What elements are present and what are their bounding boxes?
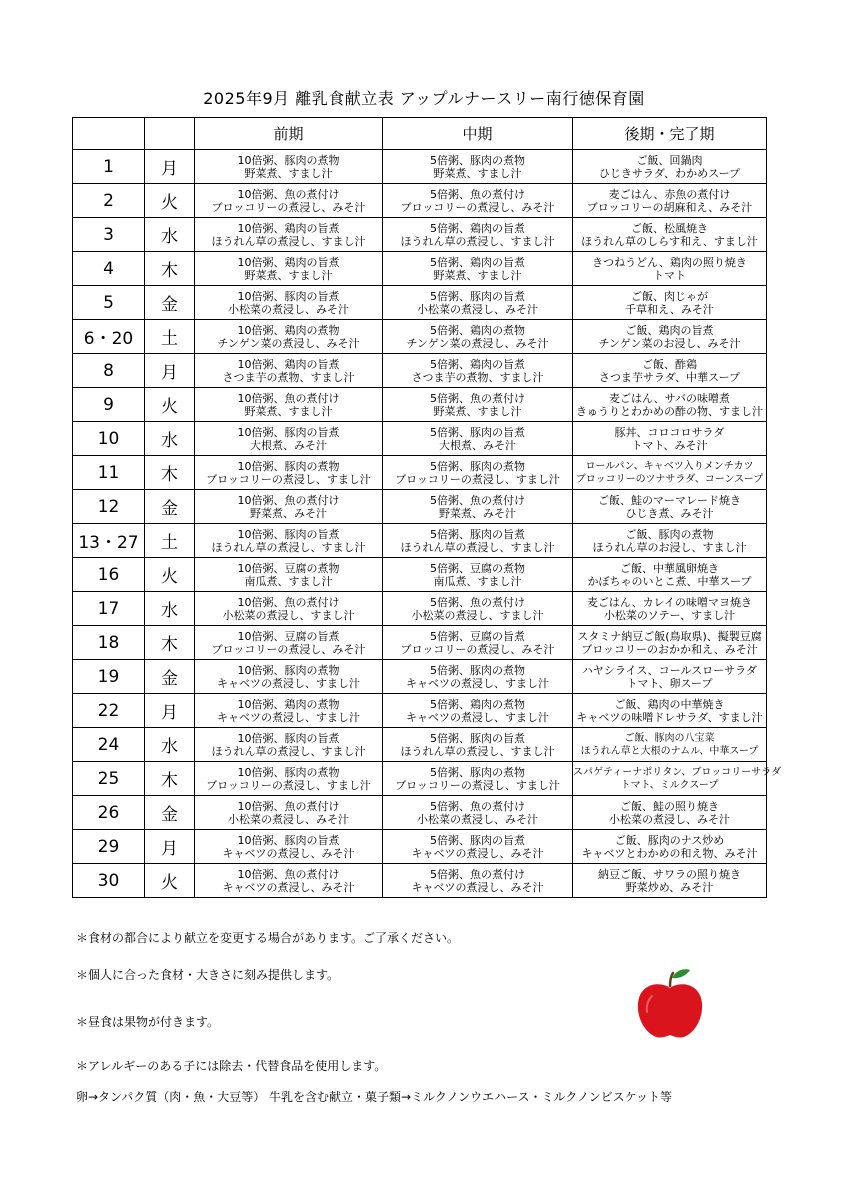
page-title: 2025年9月 離乳食献立表 アップルナースリー南行徳保育園 <box>203 89 645 108</box>
menu-table-body <box>73 150 782 898</box>
early-stage-menu-cell <box>195 762 383 796</box>
menu-line: 5倍粥、鶏肉の旨煮 <box>430 221 525 235</box>
day-of-week-cell: 火 <box>145 388 195 422</box>
menu-line: 大根煮、みそ汁 <box>250 438 327 452</box>
note-line: ＊昼食は果物が付きます。 <box>76 1015 220 1029</box>
date-cell: 5 <box>73 286 145 320</box>
table-row <box>73 728 767 762</box>
date-cell: 4 <box>73 252 145 286</box>
mid-stage-menu-cell <box>383 660 573 694</box>
menu-line: ブロッコリーの煮浸し、みそ汁 <box>400 200 555 214</box>
note-line: ＊食材の都合により献立を変更する場合があります。ご了承ください。 <box>76 931 460 945</box>
menu-line: 野菜炒め、みそ汁 <box>625 880 714 894</box>
menu-line: 10倍粥、魚の煮付け <box>237 391 340 405</box>
mid-stage-menu-cell <box>383 864 573 898</box>
menu-line: 10倍粥、豚肉の煮物 <box>237 153 340 167</box>
late-stage-menu-cell <box>573 252 767 286</box>
early-stage-menu-cell <box>195 796 383 830</box>
menu-line: さつま芋の煮物、すまし汁 <box>222 370 355 384</box>
day-of-week-cell: 水 <box>145 422 195 456</box>
date-cell: 13・27 <box>73 524 145 558</box>
menu-line: ブロッコリーの煮浸し、すまし汁 <box>395 472 560 486</box>
menu-line: 10倍粥、豚肉の旨煮 <box>237 289 340 303</box>
menu-line: 10倍粥、豚肉の旨煮 <box>237 425 340 439</box>
menu-line: 5倍粥、豆腐の煮物 <box>430 561 525 575</box>
early-stage-menu-cell <box>195 252 383 286</box>
menu-line: ほうれん草の煮浸し、すまし汁 <box>400 540 555 554</box>
day-of-week-cell: 木 <box>145 626 195 660</box>
date-cell: 2 <box>73 184 145 218</box>
menu-line: ブロッコリーの胡麻和え、みそ汁 <box>586 200 753 214</box>
menu-line: 5倍粥、豆腐の旨煮 <box>430 629 525 643</box>
menu-line: 5倍粥、豚肉の煮物 <box>430 765 525 779</box>
date-cell: 1 <box>73 150 145 184</box>
day-of-week-cell: 木 <box>145 252 195 286</box>
menu-line: ご飯、松風焼き <box>631 221 708 235</box>
menu-line: 豚丼、コロコロサラダ <box>614 425 725 439</box>
table-row <box>73 524 767 558</box>
menu-line: きつねうどん、鶏肉の照り焼き <box>592 255 747 269</box>
late-stage-menu-cell <box>573 626 767 660</box>
day-of-week-cell: 金 <box>145 796 195 830</box>
mid-stage-menu-cell <box>383 320 573 354</box>
menu-line: 10倍粥、鶏肉の煮物 <box>237 323 340 337</box>
day-of-week-cell: 月 <box>145 830 195 864</box>
early-stage-menu-cell <box>195 558 383 592</box>
menu-line: ご飯、鶏肉の中華焼き <box>614 697 725 711</box>
menu-line: 5倍粥、魚の煮付け <box>430 391 525 405</box>
menu-line: キャベツの味噌ドレサラダ、すまし汁 <box>576 710 763 724</box>
menu-line: 10倍粥、豚肉の旨煮 <box>237 833 340 847</box>
apple-icon <box>634 966 706 1040</box>
menu-line: ブロッコリーのツナサラダ、コーンスープ <box>575 473 764 485</box>
mid-stage-menu-cell <box>383 490 573 524</box>
menu-line: キャベツの煮浸し、すまし汁 <box>406 710 549 724</box>
menu-line: ご飯、鶏肉の旨煮 <box>625 323 714 337</box>
mid-stage-menu-cell <box>383 796 573 830</box>
date-cell: 12 <box>73 490 145 524</box>
table-row <box>73 252 767 286</box>
early-stage-menu-cell <box>195 490 383 524</box>
date-cell: 3 <box>73 218 145 252</box>
menu-line: ブロッコリーの煮浸し、すまし汁 <box>395 778 560 792</box>
menu-line: ほうれん草の煮浸し、すまし汁 <box>211 744 366 758</box>
menu-line: 10倍粥、豚肉の煮物 <box>237 459 340 473</box>
note-line: ＊個人に合った食材・大きさに刻み提供します。 <box>76 968 340 982</box>
early-stage-menu-cell <box>195 728 383 762</box>
menu-line: ひじき煮、みそ汁 <box>625 506 714 520</box>
late-stage-menu-cell <box>573 830 767 864</box>
table-row <box>73 388 767 422</box>
day-of-week-cell: 火 <box>145 184 195 218</box>
menu-line: 小松菜の煮浸し、みそ汁 <box>228 302 349 316</box>
date-cell: 10 <box>73 422 145 456</box>
header-mid-stage: 中期 <box>383 118 573 150</box>
early-stage-menu-cell <box>195 150 383 184</box>
mid-stage-menu-cell <box>383 422 573 456</box>
menu-line: 5倍粥、豚肉の旨煮 <box>430 731 525 745</box>
menu-line: チンゲン菜のお浸し、みそ汁 <box>598 336 741 350</box>
early-stage-menu-cell <box>195 626 383 660</box>
menu-line: ほうれん草の煮浸し、すまし汁 <box>211 540 366 554</box>
menu-line: キャベツの煮浸し、みそ汁 <box>411 880 544 894</box>
mid-stage-menu-cell <box>383 830 573 864</box>
menu-line: 10倍粥、魚の煮付け <box>237 595 340 609</box>
table-row <box>73 456 767 490</box>
menu-line: 野菜煮、すまし汁 <box>433 166 522 180</box>
date-cell: 18 <box>73 626 145 660</box>
table-row <box>73 626 767 660</box>
menu-line: 小松菜の煮浸し、すまし汁 <box>222 608 355 622</box>
table-row <box>73 490 767 524</box>
day-of-week-cell: 月 <box>145 150 195 184</box>
date-cell: 25 <box>73 762 145 796</box>
mid-stage-menu-cell <box>383 354 573 388</box>
day-of-week-cell: 土 <box>145 524 195 558</box>
note-line: 卵→タンパク質（肉・魚・大豆等） 牛乳を含む献立・菓子類→ミルクノンウエハース・ミルクノンビスケット等 <box>76 1090 672 1104</box>
date-cell: 29 <box>73 830 145 864</box>
menu-line: ご飯、鮭のマーマレード焼き <box>598 493 741 507</box>
menu-line: ブロッコリーの煮浸し、すまし汁 <box>206 472 371 486</box>
table-row <box>73 660 767 694</box>
menu-line: さつま芋サラダ、中華スープ <box>598 370 741 384</box>
menu-line: 小松菜の煮浸し、みそ汁 <box>609 812 730 826</box>
menu-line: 5倍粥、魚の煮付け <box>430 595 525 609</box>
day-of-week-cell: 金 <box>145 286 195 320</box>
menu-line: トマト、卵スープ <box>626 676 713 690</box>
menu-line: 5倍粥、豚肉の煮物 <box>430 663 525 677</box>
table-row <box>73 592 767 626</box>
header-early-stage: 前期 <box>195 118 383 150</box>
menu-line: 南瓜煮、すまし汁 <box>433 574 522 588</box>
menu-line: 小松菜の煮浸し、すまし汁 <box>411 608 544 622</box>
menu-line: 5倍粥、魚の煮付け <box>430 187 525 201</box>
menu-line: ブロッコリーの煮浸し、すまし汁 <box>206 778 371 792</box>
mid-stage-menu-cell <box>383 150 573 184</box>
mid-stage-menu-cell <box>383 626 573 660</box>
table-row <box>73 422 767 456</box>
menu-line: ご飯、肉じゃが <box>631 289 708 303</box>
early-stage-menu-cell <box>195 830 383 864</box>
date-cell: 11 <box>73 456 145 490</box>
late-stage-menu-cell <box>573 864 767 898</box>
early-stage-menu-cell <box>195 388 383 422</box>
menu-line: 10倍粥、魚の煮付け <box>237 867 340 881</box>
late-stage-menu-cell <box>573 592 767 626</box>
menu-line: 10倍粥、鶏肉の旨煮 <box>237 255 340 269</box>
menu-line: ほうれん草のお浸し、すまし汁 <box>592 540 747 554</box>
menu-line: ご飯、豚肉の煮物 <box>625 527 714 541</box>
menu-line: ご飯、酢鶏 <box>642 357 697 371</box>
late-stage-menu-cell <box>573 320 767 354</box>
menu-line: 5倍粥、魚の煮付け <box>430 799 525 813</box>
menu-line: 5倍粥、豚肉の煮物 <box>430 153 525 167</box>
menu-line: スタミナ納豆ご飯(鳥取県)、擬製豆腐 <box>577 629 762 643</box>
menu-line: 5倍粥、鶏肉の煮物 <box>430 697 525 711</box>
menu-line: キャベツの煮浸し、すまし汁 <box>217 710 360 724</box>
menu-line: 10倍粥、豚肉の煮物 <box>237 765 340 779</box>
menu-line: ご飯、豚肉の八宝菜 <box>624 732 715 744</box>
menu-line: 野菜煮、すまし汁 <box>244 268 333 282</box>
early-stage-menu-cell <box>195 218 383 252</box>
table-header-row <box>73 118 767 150</box>
note-line: ＊アレルギーのある子には除去・代替食品を使用します。 <box>76 1059 387 1073</box>
menu-line: ブロッコリーの煮浸し、みそ汁 <box>211 642 366 656</box>
mid-stage-menu-cell <box>383 558 573 592</box>
menu-line: 10倍粥、魚の煮付け <box>237 493 340 507</box>
menu-line: 麦ごはん、赤魚の煮付け <box>608 187 731 201</box>
menu-line: 野菜煮、すまし汁 <box>244 404 333 418</box>
menu-line: 10倍粥、豆腐の煮物 <box>237 561 340 575</box>
menu-line: 小松菜の煮浸し、みそ汁 <box>228 812 349 826</box>
table-row <box>73 558 767 592</box>
menu-line: 南瓜煮、すまし汁 <box>244 574 333 588</box>
late-stage-menu-cell <box>573 150 767 184</box>
menu-line: ハヤシライス、コールスローサラダ <box>581 663 758 677</box>
menu-line: キャベツとわかめの和え物、みそ汁 <box>581 846 758 860</box>
table-row <box>73 796 767 830</box>
day-of-week-cell: 土 <box>145 320 195 354</box>
menu-line: 5倍粥、鶏肉の煮物 <box>430 323 525 337</box>
menu-line: 小松菜の煮浸し、みそ汁 <box>417 302 538 316</box>
mid-stage-menu-cell <box>383 762 573 796</box>
menu-line: ブロッコリーのおかか和え、みそ汁 <box>581 642 758 656</box>
day-of-week-cell: 月 <box>145 354 195 388</box>
late-stage-menu-cell <box>573 354 767 388</box>
date-cell: 6・20 <box>73 320 145 354</box>
day-of-week-cell: 水 <box>145 218 195 252</box>
menu-line: 10倍粥、豚肉の旨煮 <box>237 527 340 541</box>
late-stage-menu-cell <box>573 660 767 694</box>
menu-line: 5倍粥、豚肉の旨煮 <box>430 527 525 541</box>
menu-line: ブロッコリーの煮浸し、みそ汁 <box>400 642 555 656</box>
late-stage-menu-cell <box>573 456 767 490</box>
mid-stage-menu-cell <box>383 218 573 252</box>
menu-line: ほうれん草と大根のナムル、中華スープ <box>580 745 759 757</box>
menu-line: 野菜煮、すまし汁 <box>244 166 333 180</box>
mid-stage-menu-cell <box>383 456 573 490</box>
menu-line: 5倍粥、魚の煮付け <box>430 867 525 881</box>
apple-stem <box>670 973 673 986</box>
late-stage-menu-cell <box>573 184 767 218</box>
header-date <box>73 118 145 150</box>
menu-line: ご飯、豚肉のナス炒め <box>614 833 725 847</box>
menu-line: 野菜煮、みそ汁 <box>250 506 327 520</box>
table-row <box>73 830 767 864</box>
menu-line: 10倍粥、鶏肉の煮物 <box>237 697 340 711</box>
date-cell: 9 <box>73 388 145 422</box>
menu-line: 10倍粥、豚肉の煮物 <box>237 663 340 677</box>
date-cell: 17 <box>73 592 145 626</box>
menu-line: 5倍粥、豚肉の旨煮 <box>430 833 525 847</box>
menu-line: 5倍粥、鶏肉の旨煮 <box>430 357 525 371</box>
day-of-week-cell: 水 <box>145 592 195 626</box>
table-row <box>73 320 767 354</box>
day-of-week-cell: 金 <box>145 660 195 694</box>
early-stage-menu-cell <box>195 660 383 694</box>
late-stage-menu-cell <box>573 490 767 524</box>
menu-line: 10倍粥、鶏肉の旨煮 <box>237 221 340 235</box>
menu-line: ほうれん草の煮浸し、すまし汁 <box>211 234 366 248</box>
day-of-week-cell: 火 <box>145 864 195 898</box>
header-late-stage: 後期・完了期 <box>573 118 767 150</box>
table-row <box>73 286 767 320</box>
table-row <box>73 762 767 796</box>
early-stage-menu-cell <box>195 320 383 354</box>
date-cell: 22 <box>73 694 145 728</box>
menu-line: キャベツの煮浸し、みそ汁 <box>411 846 544 860</box>
late-stage-menu-cell <box>573 218 767 252</box>
table-row <box>73 150 767 184</box>
date-cell: 30 <box>73 864 145 898</box>
menu-line: トマト、ミルクスープ <box>620 779 719 791</box>
menu-line: 10倍粥、豚肉の旨煮 <box>237 731 340 745</box>
date-cell: 26 <box>73 796 145 830</box>
menu-line: トマト、みそ汁 <box>631 438 708 452</box>
menu-line: 小松菜の煮浸し、みそ汁 <box>417 812 538 826</box>
table-row <box>73 354 767 388</box>
date-cell: 16 <box>73 558 145 592</box>
day-of-week-cell: 水 <box>145 728 195 762</box>
menu-line: 野菜煮、すまし汁 <box>433 268 522 282</box>
menu-line: 5倍粥、豚肉の煮物 <box>430 459 525 473</box>
menu-line: トマト <box>653 268 686 282</box>
menu-line: 10倍粥、魚の煮付け <box>237 799 340 813</box>
menu-line: 野菜煮、みそ汁 <box>439 506 516 520</box>
mid-stage-menu-cell <box>383 524 573 558</box>
early-stage-menu-cell <box>195 286 383 320</box>
late-stage-menu-cell <box>573 558 767 592</box>
menu-table <box>72 117 782 898</box>
menu-line: ひじきサラダ、わかめスープ <box>598 166 741 180</box>
early-stage-menu-cell <box>195 184 383 218</box>
menu-line: ロールパン、キャベツ入りメンチカツ <box>585 460 754 472</box>
late-stage-menu-cell <box>573 762 782 796</box>
early-stage-menu-cell <box>195 422 383 456</box>
menu-line: 10倍粥、魚の煮付け <box>237 187 340 201</box>
menu-line: 千草和え、みそ汁 <box>625 302 714 316</box>
early-stage-menu-cell <box>195 592 383 626</box>
menu-line: 納豆ご飯、サワラの照り焼き <box>598 867 741 881</box>
late-stage-menu-cell <box>573 286 767 320</box>
day-of-week-cell: 木 <box>145 762 195 796</box>
day-of-week-cell: 木 <box>145 456 195 490</box>
mid-stage-menu-cell <box>383 592 573 626</box>
date-cell: 8 <box>73 354 145 388</box>
menu-line: キャベツの煮浸し、すまし汁 <box>217 676 360 690</box>
menu-line: 5倍粥、豚肉の旨煮 <box>430 425 525 439</box>
menu-line: キャベツの煮浸し、すまし汁 <box>406 676 549 690</box>
menu-line: 5倍粥、鶏肉の旨煮 <box>430 255 525 269</box>
table-row <box>73 184 767 218</box>
menu-line: ブロッコリーの煮浸し、みそ汁 <box>211 200 366 214</box>
menu-line: きゅうりとわかめの酢の物、すまし汁 <box>576 404 763 418</box>
menu-line: 5倍粥、魚の煮付け <box>430 493 525 507</box>
menu-line: ご飯、回鍋肉 <box>636 153 703 167</box>
mid-stage-menu-cell <box>383 252 573 286</box>
menu-line: 小松菜のソテー、すまし汁 <box>603 608 736 622</box>
menu-line: キャベツの煮浸し、みそ汁 <box>222 846 355 860</box>
date-cell: 19 <box>73 660 145 694</box>
menu-line: 10倍粥、豆腐の旨煮 <box>237 629 340 643</box>
late-stage-menu-cell <box>573 388 767 422</box>
late-stage-menu-cell <box>573 422 767 456</box>
late-stage-menu-cell <box>573 796 767 830</box>
early-stage-menu-cell <box>195 694 383 728</box>
menu-line: 大根煮、みそ汁 <box>439 438 516 452</box>
late-stage-menu-cell <box>573 694 767 728</box>
day-of-week-cell: 火 <box>145 558 195 592</box>
mid-stage-menu-cell <box>383 694 573 728</box>
apple-leaf <box>672 969 690 978</box>
early-stage-menu-cell <box>195 524 383 558</box>
mid-stage-menu-cell <box>383 728 573 762</box>
late-stage-menu-cell <box>573 524 767 558</box>
mid-stage-menu-cell <box>383 184 573 218</box>
menu-line: 麦ごはん、カレイの味噌マヨ焼き <box>586 595 753 609</box>
menu-line: スパゲティーナポリタン、ブロッコリーサラダ <box>573 766 782 778</box>
menu-line: チンゲン菜の煮浸し、みそ汁 <box>406 336 549 350</box>
menu-line: ほうれん草のしらす和え、すまし汁 <box>581 234 758 248</box>
mid-stage-menu-cell <box>383 388 573 422</box>
menu-line: キャベツの煮浸し、みそ汁 <box>222 880 355 894</box>
menu-line: 10倍粥、鶏肉の旨煮 <box>237 357 340 371</box>
menu-line: ほうれん草の煮浸し、すまし汁 <box>400 744 555 758</box>
mid-stage-menu-cell <box>383 286 573 320</box>
early-stage-menu-cell <box>195 354 383 388</box>
menu-line: さつま芋の煮物、すまし汁 <box>411 370 544 384</box>
early-stage-menu-cell <box>195 864 383 898</box>
menu-line: ほうれん草の煮浸し、すまし汁 <box>400 234 555 248</box>
late-stage-menu-cell <box>573 728 767 762</box>
menu-line: ご飯、中華風卵焼き <box>620 561 719 575</box>
menu-line: 麦ごはん、サバの味噌煮 <box>609 391 730 405</box>
menu-line: 5倍粥、豚肉の旨煮 <box>430 289 525 303</box>
header-dow <box>145 118 195 150</box>
menu-line: ご飯、鮭の照り焼き <box>620 799 719 813</box>
day-of-week-cell: 月 <box>145 694 195 728</box>
table-row <box>73 694 767 728</box>
early-stage-menu-cell <box>195 456 383 490</box>
menu-line: 野菜煮、すまし汁 <box>433 404 522 418</box>
day-of-week-cell: 金 <box>145 490 195 524</box>
menu-line: かぼちゃのいとこ煮、中華スープ <box>587 574 752 588</box>
date-cell: 24 <box>73 728 145 762</box>
table-row <box>73 218 767 252</box>
menu-line: チンゲン菜の煮浸し、みそ汁 <box>217 336 360 350</box>
table-row <box>73 864 767 898</box>
